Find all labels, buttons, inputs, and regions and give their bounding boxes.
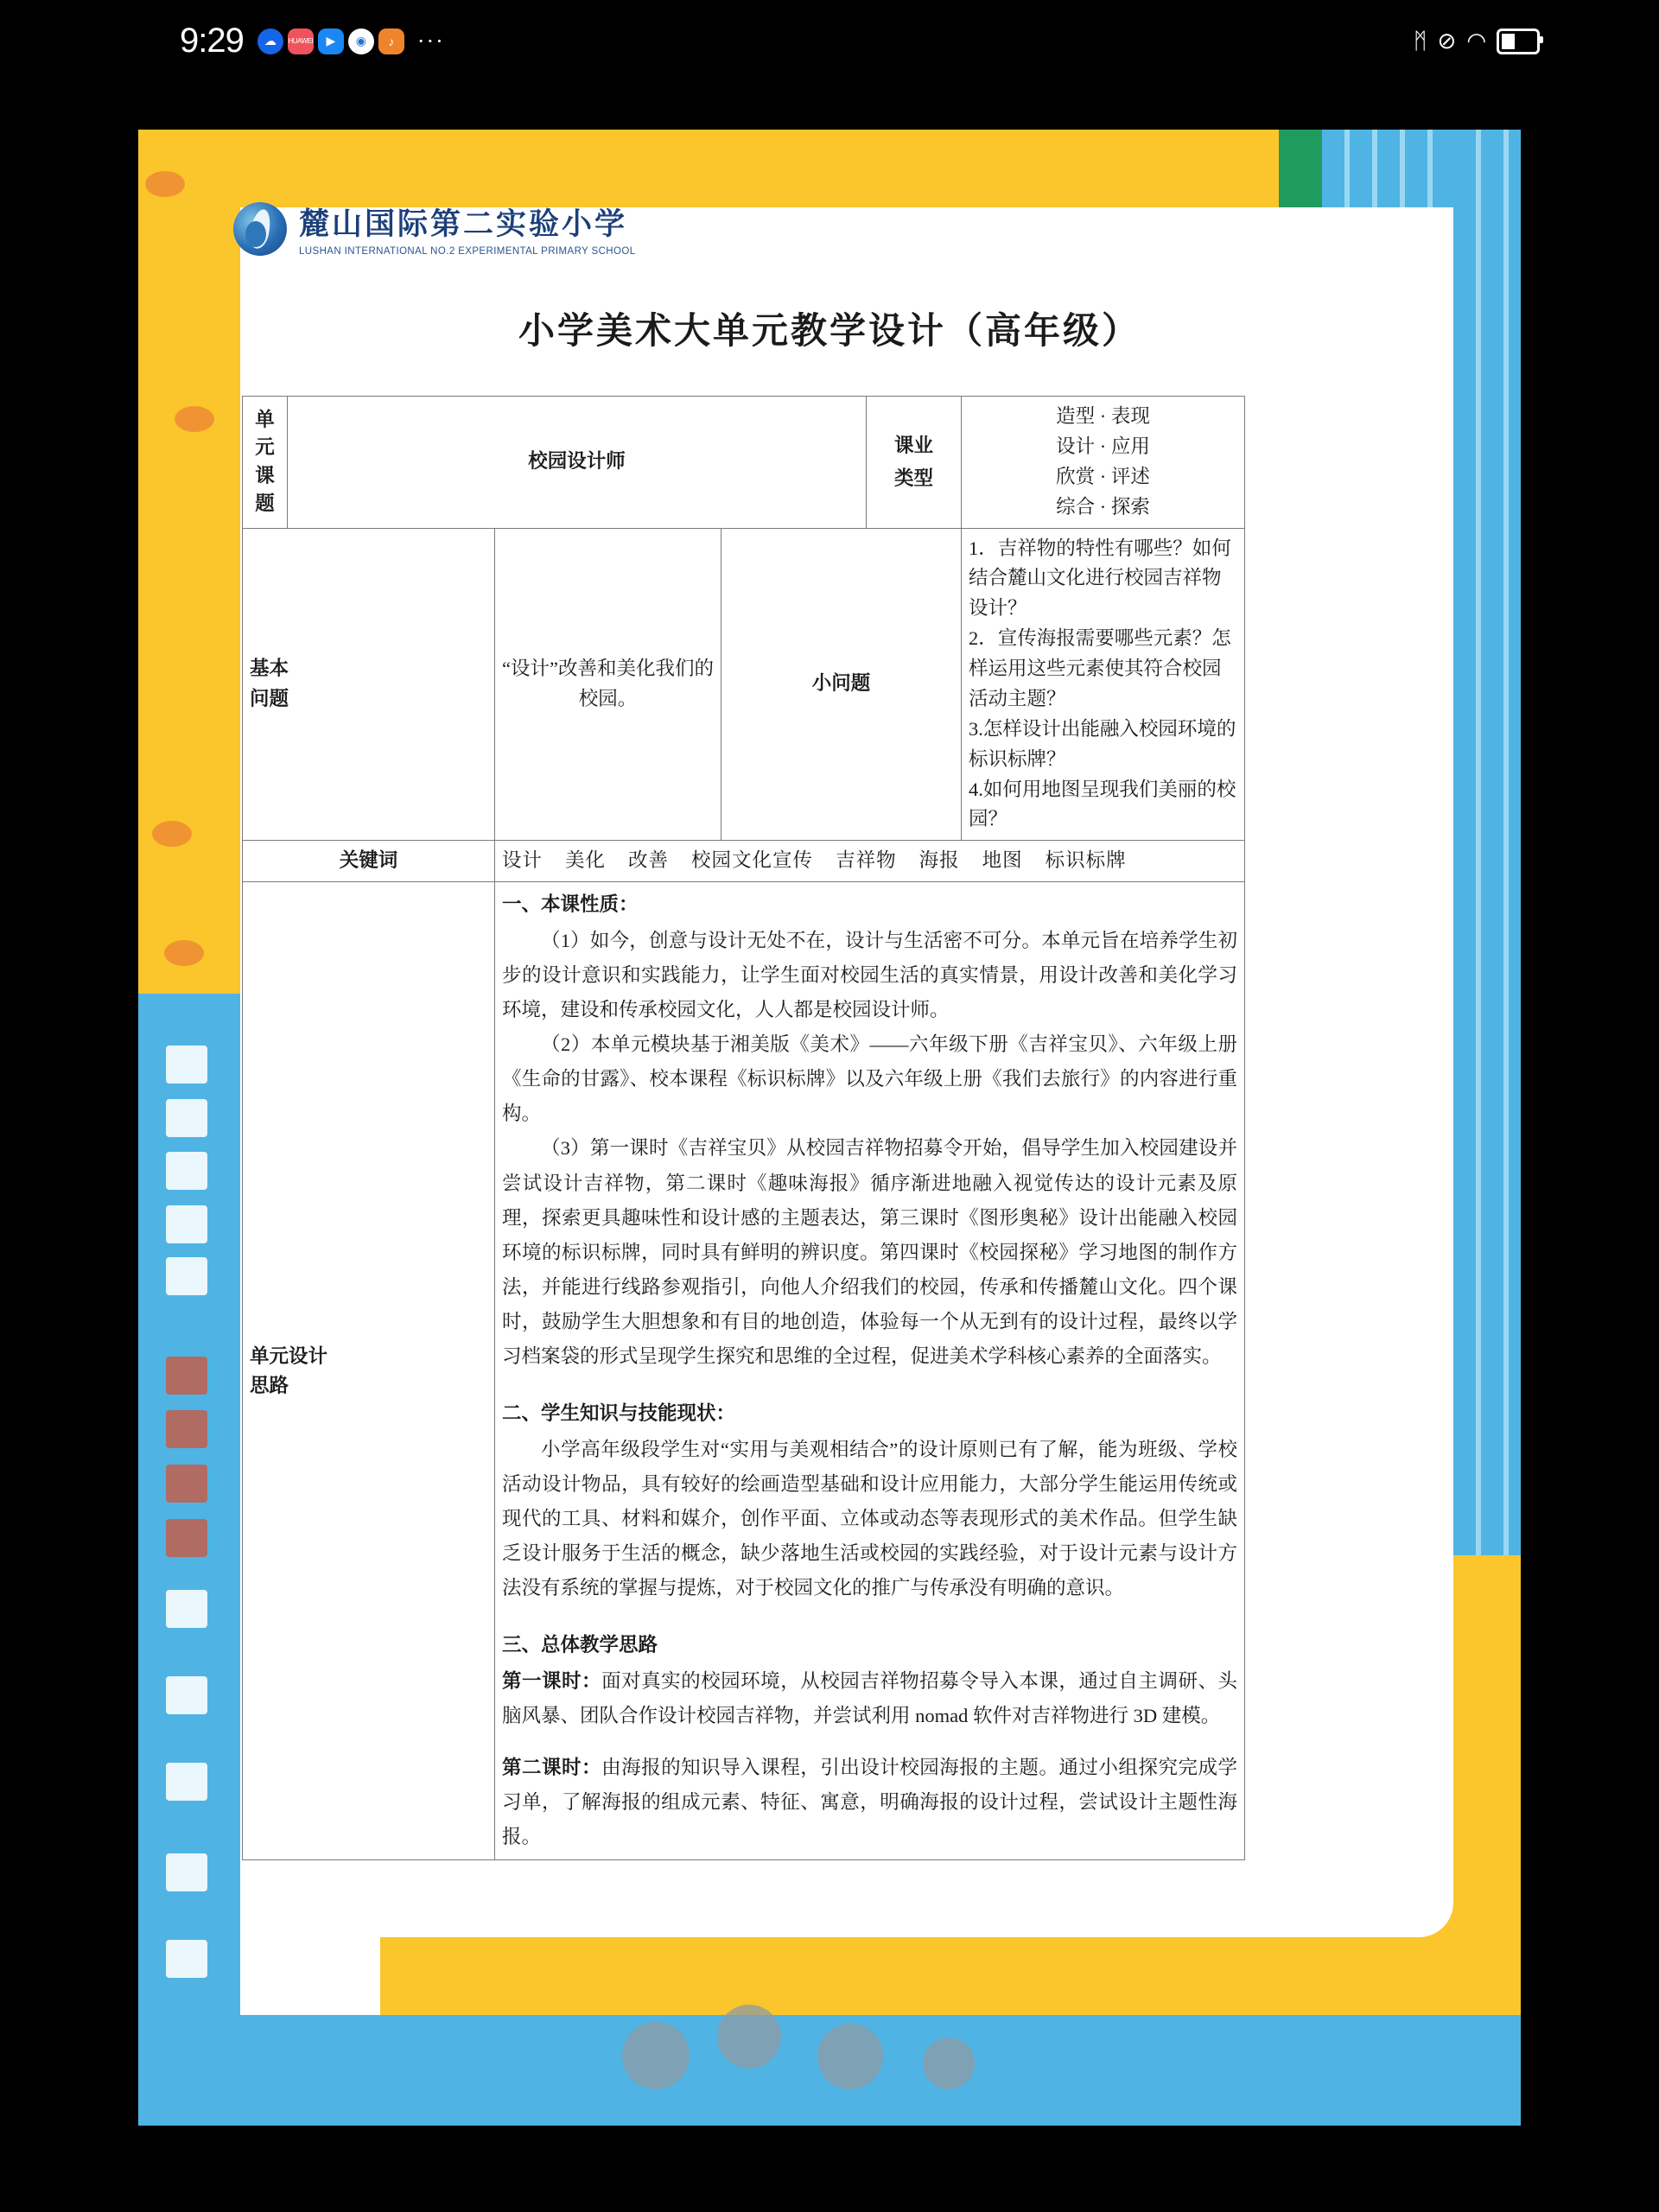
section-heading: 一、本课性质： [502, 893, 639, 916]
class-type-label: 课业 类型 [867, 397, 962, 529]
page-title: 小学美术大单元教学设计（高年级） [518, 312, 1141, 352]
decor-yellow-top-band [138, 130, 1279, 207]
table-row-basic-question [243, 528, 1245, 841]
lesson-plan-table [242, 396, 1245, 1860]
decor-white-square [166, 1853, 207, 1891]
decor-white-square [166, 1940, 207, 1978]
decor-white-square [166, 1205, 207, 1243]
wifi-icon: ◠ [1466, 28, 1486, 54]
lesson-paragraph [502, 1664, 1237, 1733]
keyword-item: 吉祥物 [836, 849, 897, 872]
document-page [138, 130, 1521, 2126]
keyword-item: 地图 [982, 849, 1023, 872]
status-clock: 9:29 [180, 22, 244, 60]
keyword-item: 设计 [502, 849, 543, 872]
status-bar-left [180, 22, 445, 60]
unit-design-label: 单元设计 思路 [243, 882, 495, 1860]
decor-orange-dot [175, 406, 214, 432]
keyword-item: 改善 [628, 849, 670, 872]
decor-white-square [166, 1152, 207, 1190]
browser-icon: ◉ [348, 29, 374, 54]
decor-white-square [166, 1763, 207, 1801]
school-logo-text [299, 200, 636, 257]
question-item: 4.如何用地图呈现我们美丽的校园？ [969, 778, 1236, 830]
table-row-keywords [243, 841, 1245, 882]
decor-brown-square [166, 1357, 207, 1395]
lesson-text: 由海报的知识导入课程，引出设计校园海报的主题。通过小组探究完成学习单，了解海报的组成元素、特征、寓意，明确海报的设计过程，尝试设计主题性海报。 [502, 1757, 1237, 1848]
decor-orange-dot [152, 821, 192, 847]
decor-gray-dot [817, 2024, 883, 2089]
mute-icon: ⊘ [1437, 28, 1457, 54]
class-type-item: 设计 · 应用 [1056, 435, 1150, 457]
unit-topic-value: 校园设计师 [288, 397, 867, 529]
keyword-item: 美化 [565, 849, 607, 872]
decor-brown-square [166, 1410, 207, 1448]
lesson-text: 面对真实的校园环境，从校园吉祥物招募令导入本课，通过自主调研、头脑风暴、团队合作设计校园吉祥物，并尝试利用 nomad 软件对吉祥物进行 3D 建模。 [502, 1670, 1237, 1727]
question-item: 1．吉祥物的特性有哪些？如何结合麓山文化进行校园吉祥物设计？ [969, 537, 1231, 620]
bluetooth-icon: ᛗ [1413, 28, 1427, 54]
keyword-item: 标识标牌 [1045, 849, 1127, 872]
school-name-en: LUSHAN INTERNATIONAL NO.2 EXPERIMENTAL PRIMARY SCHOOL [299, 246, 636, 257]
school-emblem-icon [233, 202, 287, 256]
decor-gray-dot [923, 2037, 975, 2089]
unit-topic-label: 单 元 课 题 [243, 397, 288, 529]
decor-white-square [166, 1676, 207, 1714]
decor-yellow-left-band [138, 130, 240, 994]
section-paragraph: （1）如今，创意与设计无处不在，设计与生活密不可分。本单元旨在培养学生初步的设计意识和实践能力，让学生面对校园生活的真实情景，用设计改善和美化学习环境，建设和传承校园文化，人人都是校园设计师。 [502, 930, 1237, 1021]
lesson-lead: 第一课时： [502, 1670, 602, 1693]
small-question-label: 小问题 [721, 528, 962, 841]
keyword-item: 海报 [918, 849, 960, 872]
decor-white-square [166, 1590, 207, 1628]
section-paragraph: （3）第一课时《吉祥宝贝》从校园吉祥物招募令开始，倡导学生加入校园建设并尝试设计吉祥物，第二课时《趣味海报》循序渐进地融入视觉传达的设计元素及原理，探索更具趣味性和设计感的主题表达，第三课时《图形奥秘》设计出能融入校园环境的标识标牌，同时具有鲜明的辨识度。第四课时《校园探秘》学习地图的制作方法，并能进行线路参观指引，向他人介绍我们的校园，传承和传播麓山文化。四个课时，鼓励学生大胆想象和有目的地创造，体验每一个从无到有的设计过程，最终以学习档案袋的形式呈现学生探究和思维的全过程，促进美术学科核心素养的全面落实。 [502, 1137, 1237, 1367]
question-item: 2．宣传海报需要哪些元素？怎样运用这些元素使其符合校园活动主题？ [969, 627, 1231, 709]
lesson-paragraph [502, 1751, 1237, 1854]
school-name-cn: 麓山国际第二实验小学 [299, 207, 628, 241]
decor-brown-square [166, 1519, 207, 1557]
decor-white-square [166, 1257, 207, 1295]
huawei-icon: HUAWEI [288, 29, 314, 54]
battery-icon [1497, 29, 1540, 54]
decor-gray-dot [717, 2005, 781, 2069]
weather-icon: ☁ [257, 29, 283, 54]
video-icon: ▶ [318, 29, 344, 54]
class-type-values [962, 397, 1245, 529]
table-row-unit-topic [243, 397, 1245, 529]
decor-white-square [166, 1046, 207, 1084]
decor-orange-dot [164, 940, 204, 966]
section-paragraph: 小学高年级段学生对“实用与美观相结合”的设计原则已有了解，能为班级、学校活动设计物品，具有较好的绘画造型基础和设计应用能力，大部分学生能运用传统或现代的工具、材料和媒介，创作平面、立体或动态等表现形式的美术作品。但学生缺乏设计服务于生活的概念，缺少落地生活或校园的实践经验，对于设计元素与设计方法没有系统的掌握与提炼，对于校园文化的推广与传承没有明确的意识。 [502, 1438, 1237, 1599]
small-question-list [962, 528, 1245, 841]
status-bar-right [1414, 29, 1540, 54]
keywords-values [495, 841, 1245, 882]
decor-brown-square [166, 1465, 207, 1503]
keywords-label: 关键词 [243, 841, 495, 882]
section-paragraph: （2）本单元模块基于湘美版《美术》——六年级下册《吉祥宝贝》、六年级上册《生命的甘露》、校本课程《标识标牌》以及六年级上册《我们去旅行》的内容进行重构。 [502, 1033, 1237, 1125]
decor-green-block [1279, 130, 1322, 207]
decor-gray-dot [622, 2022, 690, 2089]
question-item: 3.怎样设计出能融入校园环境的标识标牌？ [969, 717, 1236, 770]
lesson-lead: 第二课时： [502, 1757, 602, 1779]
section-heading: 三、总体教学思路 [502, 1634, 658, 1656]
status-bar [0, 0, 1659, 82]
decor-white-square [166, 1099, 207, 1137]
table-row-unit-design [243, 882, 1245, 1860]
decor-orange-dot [145, 171, 185, 197]
class-type-item: 欣赏 · 评述 [1056, 465, 1150, 487]
basic-question-label: 基本 问题 [243, 528, 495, 841]
unit-design-body [495, 882, 1245, 1860]
status-app-icons: ☁ HUAWEI ▶ ◉ ♪ ··· [257, 29, 445, 54]
music-icon: ♪ [378, 29, 404, 54]
keyword-item: 校园文化宣传 [691, 849, 814, 872]
class-type-item: 造型 · 表现 [1056, 405, 1150, 427]
class-type-item: 综合 · 探索 [1056, 495, 1150, 518]
big-question-value: “设计”改善和美化我们的校园。 [495, 528, 721, 841]
school-logo [233, 200, 636, 257]
section-heading: 二、学生知识与技能现状： [502, 1402, 736, 1424]
